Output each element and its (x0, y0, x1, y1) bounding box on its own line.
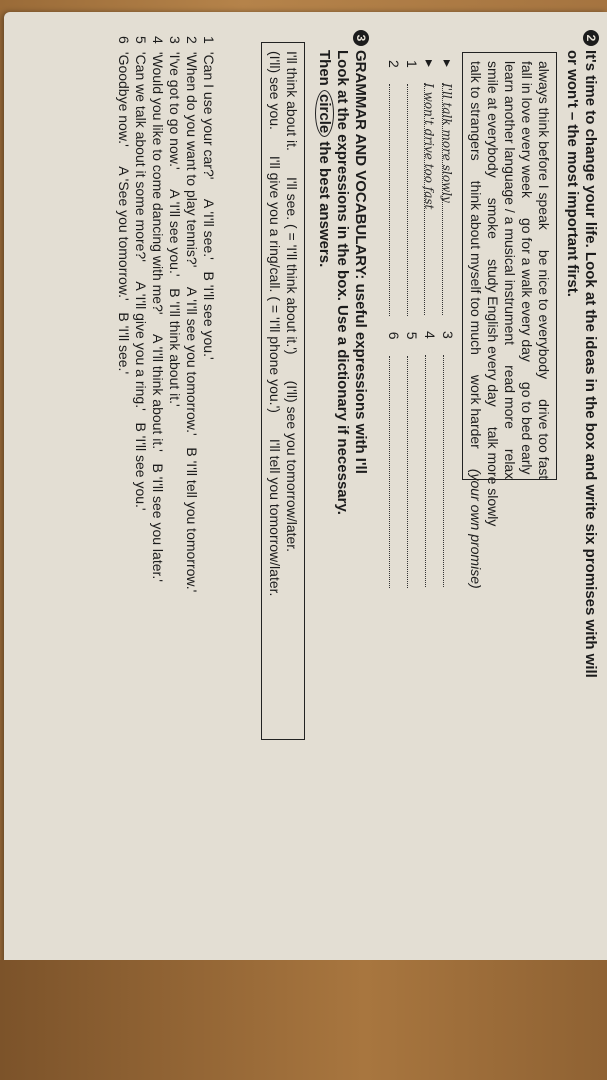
expression: I'll tell you tomorrow/later. (267, 438, 283, 597)
ideas-row (518, 61, 535, 475)
question-text: 'Goodbye now.' (116, 51, 132, 147)
question-item (166, 36, 183, 592)
exercise-3-heading (315, 30, 369, 947)
idea: be nice to everybody (536, 249, 552, 380)
question-text: 'I've got to go now.' (167, 51, 183, 170)
answer-line-4[interactable] (425, 355, 439, 587)
expression: I'll give you a ring/call. ( = 'I'll phone you.') (267, 155, 283, 413)
answer-option-b[interactable]: B 'I'll see you later.' (150, 463, 166, 582)
answer-row (403, 60, 421, 588)
idea: smile at everybody (485, 61, 501, 178)
idea: read more (502, 365, 518, 429)
answer-option-b[interactable]: B 'I'll see.' (116, 312, 132, 375)
circled-word: circle (315, 90, 334, 137)
question-number: 1 (201, 36, 217, 44)
exercise-2-number: 2 (583, 30, 599, 46)
idea: talk more slowly (485, 426, 501, 527)
idea: study English every day (485, 258, 501, 407)
line-number: 1 (404, 60, 420, 68)
expressions-box (261, 42, 305, 740)
answer-row: ▸ I won't drive too fast 4 (421, 60, 439, 588)
answer-option-a[interactable]: A 'I'll see you tomorrow.' (184, 286, 200, 436)
exercise-2-heading-line2: or won't – the most important first. (564, 50, 581, 297)
idea: think about myself too much (468, 180, 484, 355)
exercise-2-heading (563, 30, 599, 947)
line-number: 6 (386, 331, 402, 340)
ideas-row (501, 61, 518, 480)
idea: fall in love every week (519, 61, 535, 198)
question-item (115, 36, 132, 592)
question-item (200, 36, 217, 592)
example-answer-2[interactable]: I won't drive too fast (424, 83, 438, 315)
answer-option-a[interactable]: A 'See you tomorrow.' (116, 166, 132, 301)
answer-line-6[interactable] (389, 356, 403, 588)
answer-option-b[interactable]: B 'I'll see you.' (133, 422, 149, 511)
idea: work harder (468, 374, 484, 449)
question-number: 3 (167, 36, 183, 44)
exercise-2-heading-line1: It's time to change your life. Look at the ideas in the box and write six promises with will (582, 50, 599, 678)
expression: I'll think about it. (284, 51, 300, 151)
idea: go for a walk every day (519, 217, 535, 362)
answer-line-5[interactable] (407, 356, 421, 588)
line-number: 2 (386, 60, 402, 68)
heading-text: Then (316, 50, 333, 86)
expressions-row (283, 51, 300, 731)
idea: smoke (485, 197, 501, 239)
question-number: 4 (150, 36, 166, 44)
idea: (your own promise) (468, 468, 484, 589)
question-number: 5 (133, 36, 149, 44)
idea: go to bed early (519, 381, 535, 475)
answer-line-1[interactable] (407, 84, 421, 316)
rotated-worksheet-content (4, 12, 607, 967)
question-item (132, 36, 149, 592)
expression: (I'll) see you tomorrow/later. (284, 380, 300, 553)
idea: talk to strangers (468, 61, 484, 161)
question-item (183, 36, 200, 592)
question-number: 2 (184, 36, 200, 44)
answer-line-2[interactable] (389, 84, 403, 316)
answer-row: ▸ I'll talk more slowly 3 (439, 60, 457, 588)
answer-option-b[interactable]: B 'I'll see you.' (201, 271, 217, 360)
idea: always think before I speak (536, 61, 552, 230)
answer-row (385, 60, 403, 588)
idea: relax (502, 448, 518, 480)
idea: learn another language / a musical instrument (502, 61, 518, 346)
question-item (149, 36, 166, 592)
answer-lines (385, 60, 457, 588)
answer-line-3[interactable] (443, 355, 457, 587)
question-text: 'When do you want to play tennis?' (184, 51, 200, 268)
desk-surface (0, 960, 607, 1080)
answer-option-b[interactable]: B 'I'll tell you tomorrow.' (184, 447, 200, 593)
question-list (115, 36, 217, 592)
expression: (I'll) see you. (267, 51, 283, 130)
idea: drive too fast (536, 399, 552, 480)
exercise-3-heading-line1: GRAMMAR AND VOCABULARY: useful expressions with I'll (352, 50, 369, 474)
answer-option-a[interactable]: A 'I'll give you a ring.' (133, 281, 149, 411)
example-answer-1[interactable]: I'll talk more slowly (442, 83, 456, 315)
answer-option-b[interactable]: B 'I'll think about it.' (167, 288, 183, 407)
answer-option-a[interactable]: A 'I'll think about it.' (150, 334, 166, 452)
question-text: 'Would you like to come dancing with me?' (150, 51, 166, 315)
ideas-row (484, 61, 501, 527)
question-number: 6 (116, 36, 132, 44)
worksheet-page (4, 12, 607, 967)
heading-text: the best answers. (316, 141, 333, 268)
line-number: 4 (422, 331, 438, 339)
line-number: 5 (404, 331, 420, 340)
line-number: 3 (440, 331, 456, 339)
ideas-box (462, 52, 557, 589)
ideas-row (467, 61, 484, 589)
exercise-3-number: 3 (353, 30, 369, 46)
expressions-row (266, 51, 283, 731)
question-text: 'Can we talk about it some more?' (133, 51, 149, 262)
ideas-row (535, 61, 552, 480)
exercise-3-heading-line2: Look at the expressions in the box. Use a dictionary if necessary. (334, 50, 351, 515)
question-text: 'Can I use your car?' (201, 51, 217, 180)
answer-option-a[interactable]: A 'I'll see.' (201, 198, 217, 260)
expression: I'll see. ( = 'I'll think about it.') (284, 176, 300, 355)
answer-option-a[interactable]: A 'I'll see you.' (167, 189, 183, 277)
